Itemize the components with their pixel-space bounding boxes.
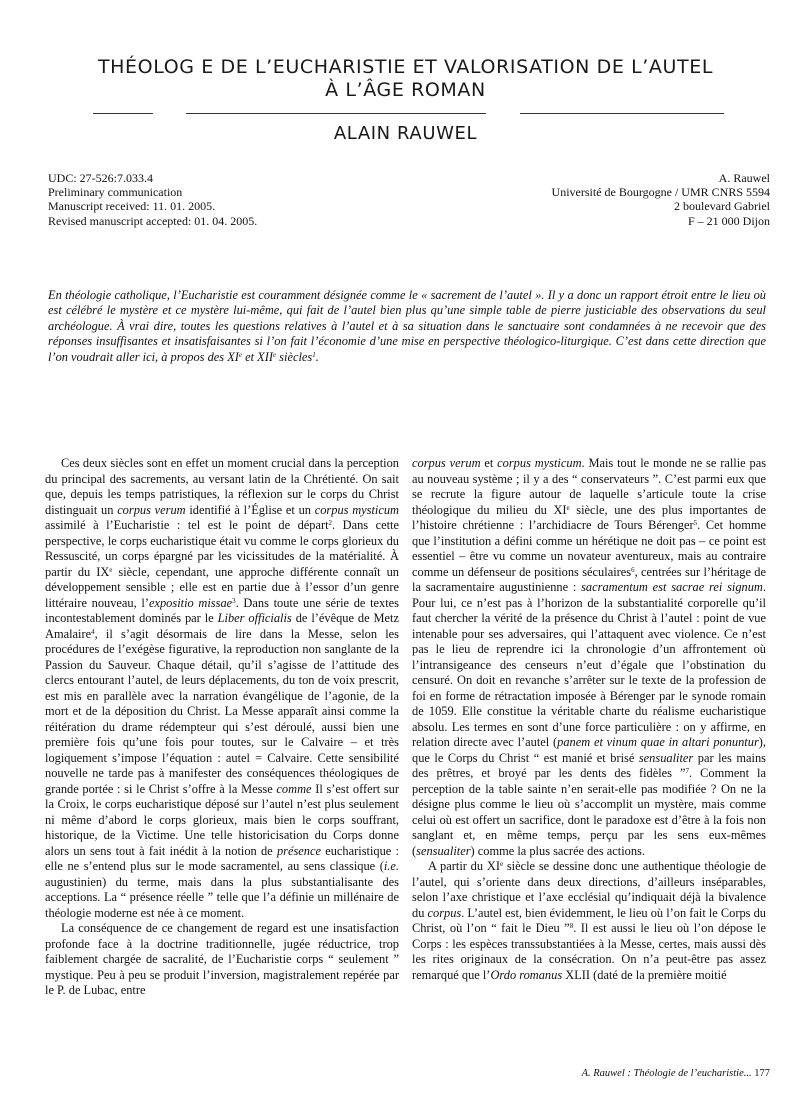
paragraph: Ces deux siècles sont en effet un moment crucial dans la perception du principal des sacrements, au versant latin de la Chrétienté. On sait que, depuis les temps patristiques, la réflexion sur le corps du Christ distinguait un corpus verum identifié à l’Église et un corpus mysticum assimilé à l’Eucharistie : tel est le point de départ$^2$. Dans cette perspective, le corps eucharistique était vu comme le corps glorieux du Ressuscité, un corps épargné par les vicissitudes de la matérialité. À partir du IXe siècle, cependant, une approche différente connaît un développement sensible ; elle est en partie due à l’essor d’un genre littéraire nouveau, l’expositio missae$^3$. Dans toute une série de textes incontestablement dominés par le Liber officialis de l’évêque de Metz Amalaire$^4$, il s’agit désormais de lire dans la Messe, selon les procédures de l’exégèse figurative, la reproduction non sanglante de la Passion du Sauveur. Chaque détail, qu’il s’agisse de l’attitude des clercs entourant l’autel, de leurs déplacements, du ton de voix prescrit, est mis en parallèle avec la narration évangélique de l’agonie, de la mort et de la déposition du Christ. La Messe apparaît ainsi comme la réitération du drame rédempteur qui s’est déroulé, aussi bien une première fois qu’une fois pour toutes, sur le Calvaire – et très logiquement s’impose l’équation : autel = Calvaire. Cette sensibilité nouvelle ne tarde pas à manifester des conséquences théologiques de grande portée : si le Christ s’offre à la Messe comme Il s’est offert sur la Croix, le corps eucharistique déposé sur l’autel n’est plus seulement ni même d’abord le corps glorieux, mais bien le corps souffrant, historique, de la Victime. Une telle historicisation du Corps donne alors un sens tout à fait inédit à la notion de présence eucharistique : elle ne s’entend plus sur le mode sacramentel, au sens classique (i.e. augustinien) du terme, mais dans la plus substantialisante des acceptions. La “ présence réelle ” telle que l’a définie un millénaire de théologie moderne est née à ce moment. (45, 456, 400, 920)
footnote-ref: 3 (232, 596, 236, 605)
received-date: Manuscript received: 11. 01. 2005. (48, 199, 216, 214)
footer-title: Théologie de l’eucharistie... (633, 1068, 752, 1079)
running-footer: A. Rauwel : Théologie de l’eucharistie... 177 (581, 1068, 770, 1079)
body-column-right (412, 456, 766, 983)
page-number: 177 (754, 1068, 770, 1079)
footnote-ref: 2 (328, 519, 333, 527)
footer-author: A. Rauwel (581, 1068, 625, 1079)
footnote-ref: 7 (685, 767, 690, 775)
footnote-ref: 8 (569, 922, 574, 930)
address-institution: Université de Bourgogne / UMR CNRS 5594 (551, 185, 770, 200)
paragraph: La conséquence de ce changement de regard est une insatisfaction profonde face à la doctrine traditionnelle, jugée réductrice, trop faiblement chargée de sacralité, de l’Eucharistie corps “ seulement ” mystique. Peu à peu se produit l’inversion, magistralement repérée par le P. de Lubac, entre (45, 921, 399, 997)
footnote-ref: 5 (693, 519, 698, 527)
article-title-line-2: À L’ÂGE ROMAN (325, 79, 486, 101)
udc-code: UDC: 27-526:7.033.4 (48, 171, 153, 185)
abstract: En théologie catholique, l’Eucharistie est couramment désignée comme le « sacrement de l’autel ». Il y a donc un rapport étroit entre le lieu où est célébré le mystère et ce mystère lui-même, qui fait de l’autel bien plus qu’une simple table de pierre justiciable des observations du seul archéologue. À vrai dire, toutes les questions relatives à l’autel et à sa situation dans le sanctuaire sont condamnées à ne recevoir que des réponses insuffisantes et insatisfaisantes si l’on fait l’économie d’une mise en perspective théologico-liturgique. C’est dans cette direction que l’on voudrait aller ici, à propos des XIe et XIIe siècles$^1$. (48, 288, 766, 364)
paragraph: corpus verum et corpus mysticum. Mais tout le monde ne se rallie pas au nouveau système ; il y a des “ conservateurs ”. C’est parmi eux que se recrute la figure autour de laquelle s’articule toute la crise théologique du milieu du XIe siècle, une des plus importantes de l’histoire chrétienne : l’archidiacre de Tours Bérenger$^5$. Cet homme que l’institution a défini comme un hérétique ne doit pas – ce point est essentiel – être vu comme un novateur aventureux, mais au contraire comme un défenseur de positions séculaires$^6$, centrées sur l’héritage de la sacramentaire augustinienne : sacramentum est sacrae rei signum. Pour lui, ce n’est pas à l’horizon de la substantialité corporelle qu’il faut chercher la vérité de la présence du Christ à l’autel : point de vue intenable pour ses adversaires, qui l’attaquent avec violence. Ce n’est pas le lieu de reprendre ici la chronologie d’un affrontement où l’intransigeance des censeurs n’eut d’égale que l’obstination du censuré. On doit en revanche s’arrêter sur le texte de la profession de foi en forme de rétractation imposée à Bérenger par le synode romain de 1059. Elle constitue la véritable charte du réalisme eucharistique absolu. Les termes en sont d’une force particulière : on y affirme, en relation directe avec l’autel (panem et vinum quae in altari ponuntur), que le Corps du Christ “ est manié et brisé sensualiter par les mains des prêtres, et broyé par les dents des fidèles ”$^7$. Comment la perception de la table sainte n’en serait-elle pas modifiée ? On ne la désigne plus comme le lieu où s’accomplit un mystère, mais comme celui où est offert un sacrifice, dont le paradoxe est d’être à la fois non sanglant et, en même temps, perçu par les sens eux-mêmes (sensualiter) comme la plus sacrée des actions. (412, 456, 767, 858)
address-street: 2 boulevard Gabriel (674, 199, 770, 214)
footnote-ref: 6 (631, 565, 635, 574)
body-column-left (45, 456, 399, 999)
footnote-ref: 1 (312, 350, 316, 359)
footnote-ref: 4 (91, 627, 95, 636)
article-title-line-1: THÉOLOG E DE L’EUCHARISTIE ET VALORISATION DE L’AUTEL (97, 56, 714, 78)
classification-block (48, 171, 257, 228)
paragraph: A partir du XIe siècle se dessine donc une authentique théologie de l’autel, qui s’oriente dans deux directions, d’ailleurs inséparables, selon l’axe christique et l’axe ecclésial qu’indiquait déjà la bivalence du corpus. L’autel est, bien évidemment, le lieu où l’on fait le Corps du Christ, où l’on “ fait le Dieu ”$^8$. Il est aussi le lieu où l’on dépose le Corps : les espèces transsubstantiées à la Messe, certes, mais aussi dès les rites originaux de la consécration. On n’a peut-être pas assez remarqué que l’Ordo romanus XLII (daté de la première moitié (412, 859, 766, 982)
title-rule-middle (186, 113, 486, 114)
author-address-block (552, 171, 770, 228)
article-type: Preliminary communication (48, 185, 183, 200)
accepted-date: Revised manuscript accepted: 01. 04. 2005. (48, 213, 258, 228)
title-rule-left (93, 113, 153, 114)
address-name: A. Rauwel (718, 171, 770, 185)
address-city: F – 21 000 Dijon (687, 213, 770, 228)
title-rule-right (520, 113, 724, 114)
article-author: ALAIN RAUWEL (333, 123, 478, 144)
